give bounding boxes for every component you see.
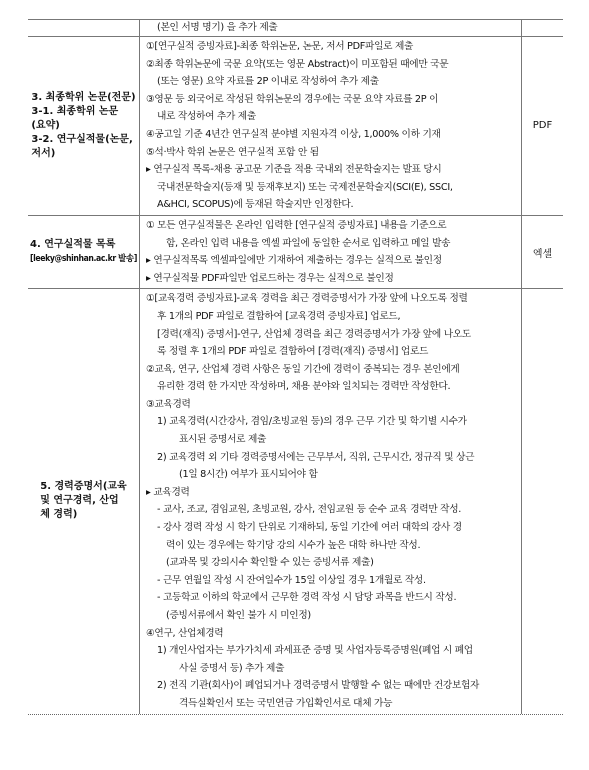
description-line: ④공고일 기준 4년간 연구실적 분야별 지원자격 이상, 1,000% 이하 기재 (146, 128, 441, 140)
file-format-cell (522, 216, 563, 288)
description-line: - 교사, 조교, 겸임교원, 초빙교원, 강사, 전임교원 등 순수 교육 경력만 작성. (157, 504, 462, 516)
description-line: 유리한 경력 한 가지만 작성하며, 채용 분야와 일치되는 경력만 작성한다. (157, 381, 451, 393)
heading-line: 저서) (31, 147, 56, 159)
item-heading (40, 480, 126, 522)
heading-line: 3. 최종학위 논문(전문) (31, 91, 136, 103)
description-line: (본인 서명 명기) 을 추가 제출 (157, 22, 278, 33)
heading-line: 4. 연구실적물 목록 (30, 239, 116, 251)
table-row (28, 37, 563, 216)
heading-line: (요약) (31, 119, 60, 131)
description-line: - 근무 연월일 작성 시 잔여일수가 15일 이상일 경우 1개월로 작성. (157, 574, 426, 586)
file-format-cell (522, 289, 563, 713)
description-line: ▸ 교육경력 (146, 486, 190, 498)
description-line: - 고등학교 이하의 학교에서 근무한 경력 작성 시 담당 과목을 반드시 작성. (157, 592, 457, 604)
table-row (28, 289, 563, 714)
description-line: 력이 있는 경우에는 학기당 강의 시수가 높은 대학 하나만 작성. (166, 539, 421, 551)
description-line: [경력(재직) 증명서]-연구, 산업체 경력을 최근 경력증명서가 가장 앞에 나오도 (157, 328, 471, 340)
description-line: 2) 전직 기관(회사)이 폐업되거나 경력증명서 발행할 수 없는 때에만 건강보험자 (157, 680, 480, 692)
item-heading (31, 91, 135, 161)
description-line: 격득실확인서 또는 국민연금 가입확인서로 대체 가능 (179, 697, 393, 709)
description-line: ②최종 학위논문에 국문 요약(또는 영문 Abstract)이 미포함된 때에만 국문 (146, 58, 449, 70)
description-line: ④연구, 산업체경력 (146, 627, 224, 639)
heading-line: 체 경력) (40, 509, 78, 521)
item-heading-cell (28, 37, 139, 215)
description-line: ③영문 등 외국어로 작성된 학위논문의 경우에는 국문 요약 자료를 2P 이 (146, 93, 439, 105)
heading-line: 3-1. 최종학위 논문 (31, 105, 119, 117)
description-line: ①[연구실적 증빙자료]-최종 학위논문, 논문, 저서 PDF파일로 제출 (146, 41, 414, 52)
item-heading-cell (28, 289, 139, 713)
description-cell (139, 20, 522, 36)
description-line: 사실 증명서 등) 추가 제출 (179, 662, 285, 674)
heading-line: [leeky@shinhan.ac.kr 발송] (30, 254, 137, 265)
requirements-table (28, 19, 563, 715)
item-heading (30, 238, 137, 266)
description-line: ①[교육경력 증빙자료]-교육 경력을 최근 경력증명서가 가장 앞에 나오도록 정렬 (146, 293, 468, 305)
heading-line: 3-2. 연구실적물(논문, (31, 133, 133, 145)
description-line: (교과목 및 강의시수 확인할 수 있는 증빙서류 제출) (166, 557, 374, 569)
file-format: PDF (532, 120, 553, 132)
heading-line: 및 연구경력, 산업 (40, 495, 119, 507)
description-line: ▸ 연구실적목록 엑셀파일에만 기재하여 제출하는 경우는 실적으로 불인정 (146, 255, 442, 267)
file-format-cell (522, 37, 563, 215)
description-line: 표시된 증명서로 제출 (179, 434, 267, 446)
description-line: ① 모든 연구실적물은 온라인 입력한 [연구실적 증빙자료] 내용을 기준으로 (146, 219, 447, 231)
description-line: 1) 개인사업자는 부가가치세 과세표준 증명 및 사업자등록증명원(폐업 시 폐업 (157, 645, 473, 657)
description-line: (1일 8시간) 여부가 표시되어야 함 (179, 469, 318, 481)
description-line: 록 정렬 후 1개의 PDF 파일로 결합하여 [경력(재직) 증명서] 업로드 (157, 346, 429, 358)
heading-line: 5. 경력증명서(교육 (40, 481, 127, 493)
description-line: 2) 교육경력 외 기타 경력증명서에는 근무부서, 직위, 근무시간, 정규직 및 상근 (157, 451, 475, 463)
description-line: - 강사 경력 작성 시 학기 단위로 기재하되, 동일 기간에 여러 대학의 강사 경 (157, 522, 462, 534)
description-line: ▸ 연구실적 목록-채용 공고문 기준을 적용 국내외 전문학술지는 발표 당시 (146, 164, 442, 176)
description-cell (139, 289, 522, 713)
description-line: 국내전문학술지(등재 및 등재후보지) 또는 국제전문학술지(SCI(E), SSCI, (157, 181, 453, 193)
description-cell (139, 37, 522, 215)
description-cell (139, 216, 522, 288)
item-heading-cell (28, 20, 139, 36)
description-line: ▸ 연구실적물 PDF파일만 업로드하는 경우는 실적으로 불인정 (146, 272, 394, 284)
description-line: 후 1개의 PDF 파일로 결합하여 [교육경력 증빙자료] 업로드, (157, 310, 401, 322)
file-format: 엑셀 (532, 248, 553, 260)
description-line: 1) 교육경력(시간강사, 겸임/초빙교원 등)의 경우 근무 기간 및 학기별 시수가 (157, 416, 467, 428)
description-line: ③교육경력 (146, 398, 191, 410)
description-line: (또는 영문) 요약 자료를 2P 이내로 작성하여 추가 제출 (157, 76, 379, 88)
description-line: ②교육, 연구, 산업체 경력 사항은 동일 기간에 경력이 중복되는 경우 본인에게 (146, 363, 460, 375)
description-line: A&HCI, SCOPUS)에 등재된 학술지만 인정한다. (157, 199, 354, 211)
file-format-cell (522, 20, 563, 36)
item-heading-cell (28, 216, 139, 288)
table-row (28, 216, 563, 289)
description-line: 내로 작성하여 추가 제출 (157, 111, 256, 123)
description-line: (증빙서류에서 확인 불가 시 미인정) (166, 610, 311, 621)
description-line: ⑤석·박사 학위 논문은 연구실적 포함 안 됨 (146, 146, 319, 158)
description-line: 함, 온라인 입력 내용을 엑셀 파일에 동일한 순서로 입력하고 메일 발송 (166, 237, 451, 249)
table-row (28, 20, 563, 37)
